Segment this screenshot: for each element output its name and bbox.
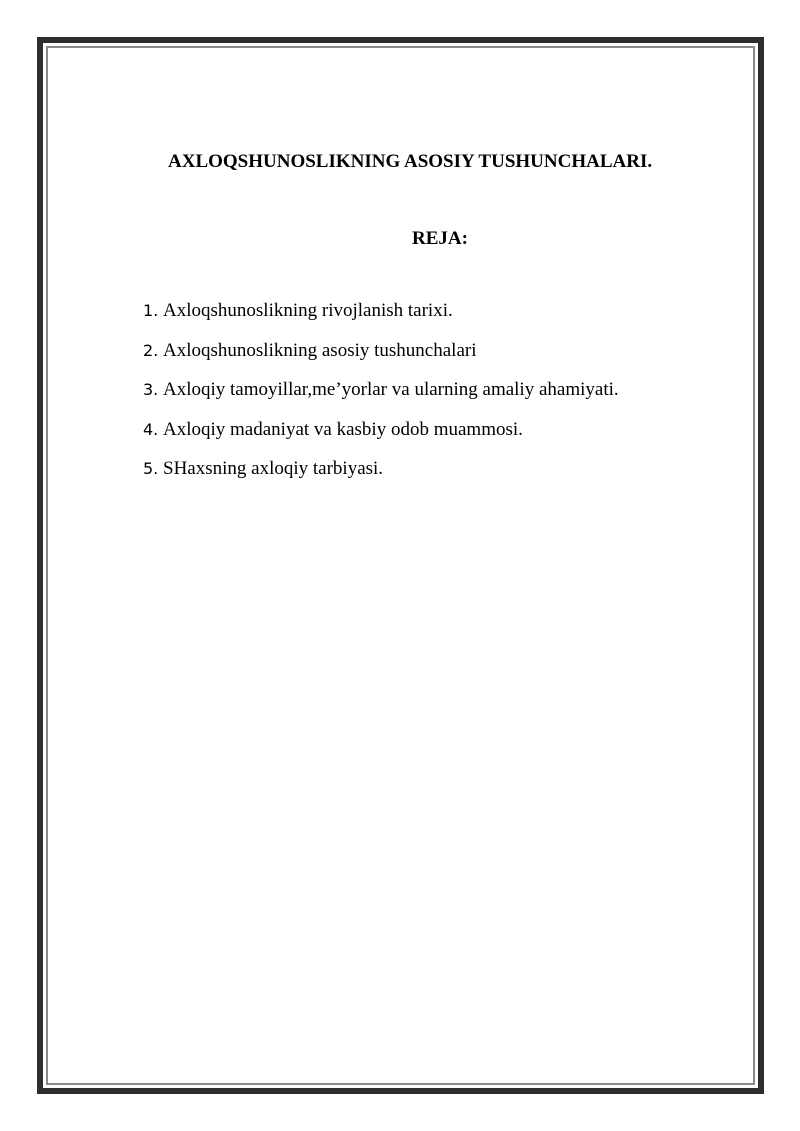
plan-item-number: 3. (143, 380, 159, 399)
plan-item-number: 2. (143, 340, 159, 360)
plan-item-number: 4. (143, 419, 159, 439)
plan-item-text: Axloqiy tamoyillar,me’yorlar va ularning amaliy ahamiyati. (163, 379, 619, 400)
plan-item-text: SHaxsning axloqiy tarbiyasi. (163, 458, 384, 479)
plan-item (143, 379, 619, 419)
plan-item-number: 1. (143, 301, 159, 320)
plan-item (143, 300, 619, 340)
plan-item-text: Axloqshunoslikning rivojlanish tarixi. (163, 300, 453, 321)
page-inner-border (46, 46, 755, 1085)
page-border (37, 37, 764, 1094)
plan-heading: REJA: (412, 228, 468, 249)
plan-item (143, 458, 619, 498)
document-title: AXLOQSHUNOSLIKNING ASOSIY TUSHUNCHALARI. (168, 151, 653, 172)
plan-item (143, 340, 619, 380)
plan-item (143, 419, 619, 459)
plan-item-text: Axloqiy madaniyat va kasbiy odob muammosi. (163, 418, 523, 440)
plan-item-number: 5. (143, 459, 159, 478)
plan-list (143, 300, 619, 498)
plan-item-text: Axloqshunoslikning asosiy tushunchalari (163, 339, 477, 361)
